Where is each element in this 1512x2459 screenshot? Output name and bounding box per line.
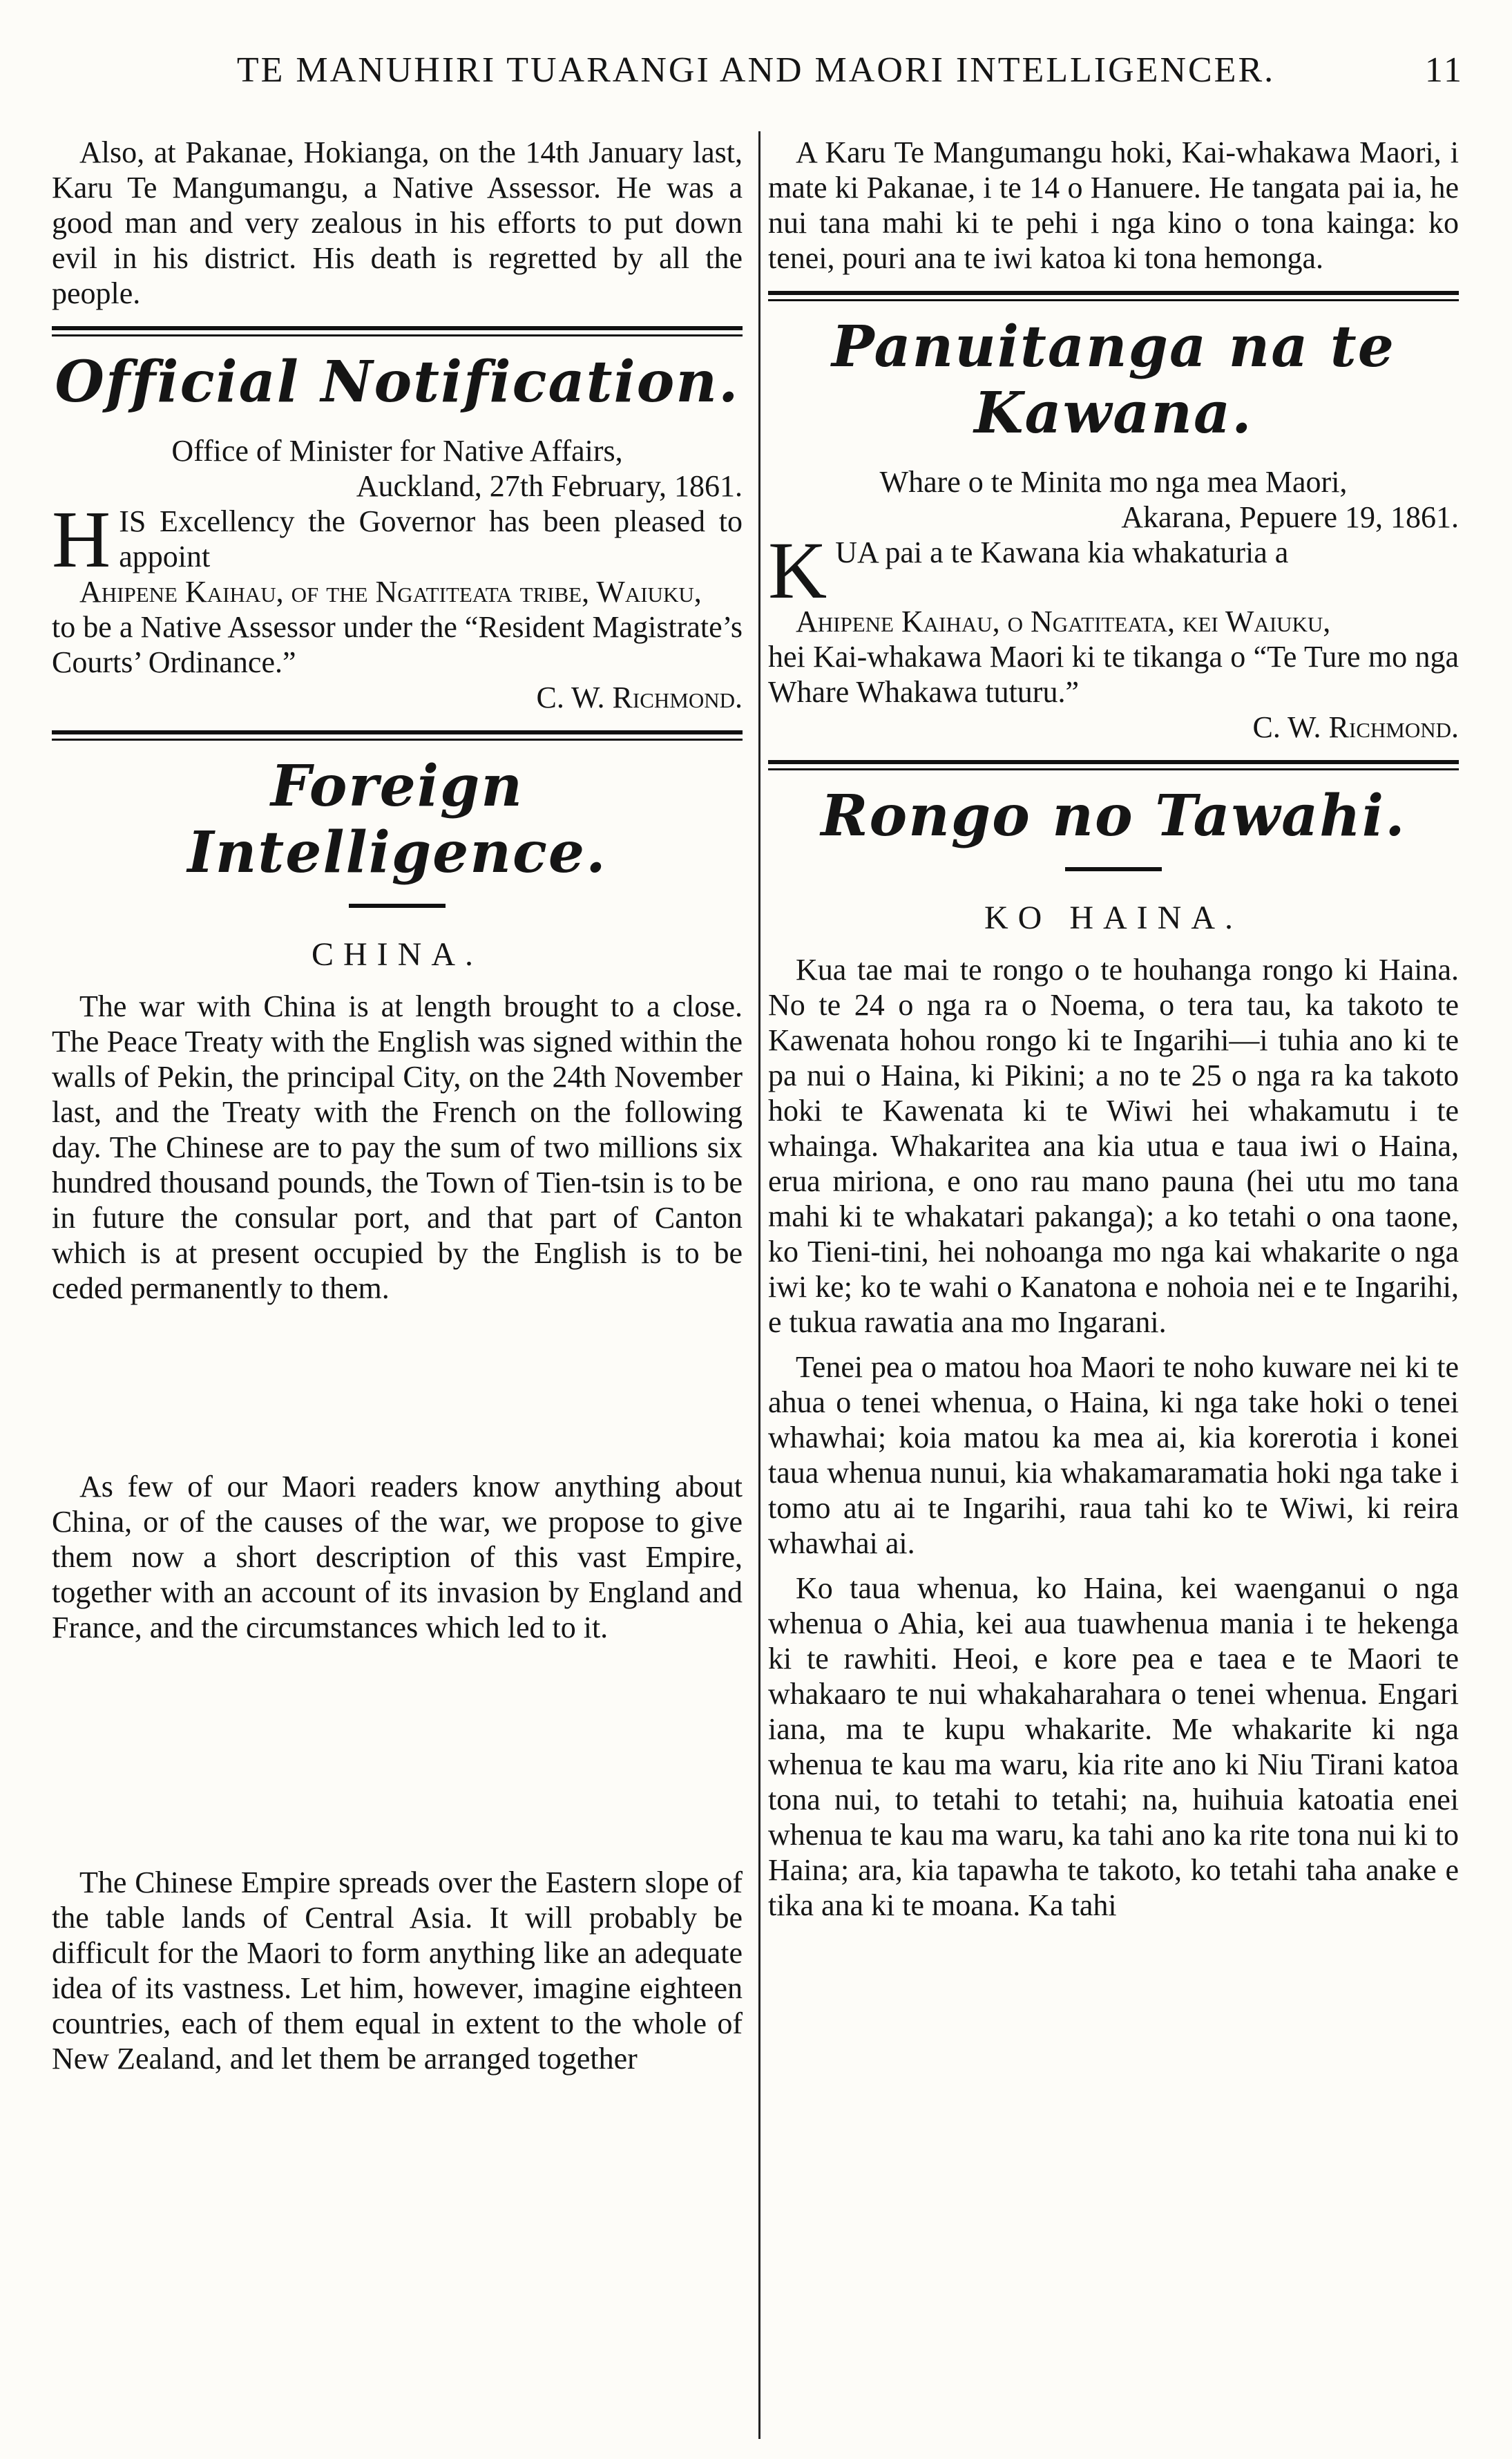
foreign-intelligence-title: Foreign Intelligence. xyxy=(187,753,607,886)
article-paragraph: The Chinese Empire spreads over the Eastern slope of the table lands of Central Asia. It will probably be difficult for the Maori to form anything like an adequate idea of its vastness. Let him, however, imagine eighteen countries, each of them equal in extent to the whole of New Zealand, and let them be arranged together xyxy=(52,1865,743,2076)
notice-text: UA pai a te Kawana kia whakaturia a xyxy=(835,535,1289,569)
section-rule xyxy=(52,326,743,336)
notice-body xyxy=(52,494,743,585)
notice-text: IS Excellency the Governor has been pleased to appoint xyxy=(119,504,743,573)
short-divider xyxy=(349,904,446,908)
notice-date: Akarana, Pepuere 19, 1861. xyxy=(1121,500,1459,534)
obituary-paragraph: Also, at Pakanae, Hokianga, on the 14th January last, Karu Te Mangumangu, a Native Assessor. He was a good man and very zealous in his efforts to put down evil in his district. His death is regretted by all the people. xyxy=(52,135,743,310)
appointee-line: Ahipene Kaihau, o Ngatiteata, kei Waiuku, xyxy=(796,605,1331,638)
column-divider xyxy=(758,131,760,2439)
maori-column xyxy=(768,135,1459,1923)
drop-cap: H xyxy=(52,494,111,585)
article-paragraph: The war with China is at length brought to a close. The Peace Treaty with the English was signed within the walls of Pekin, the principal City, on the 24th November last, and the Treaty with the French on the following day. The Chinese are to pay the sum of two millions six hundred thousand pounds, the Town of Tien-tsin is to be in future the consular port, and that part of Canton which is at present occupied by the English is to be ceded permanently to them. xyxy=(52,989,743,1305)
page-number: 11 xyxy=(1424,50,1464,90)
china-heading: CHINA. xyxy=(312,936,483,973)
notice-date: Auckland, 27th February, 1861. xyxy=(356,469,743,503)
article-paragraph: Kua tae mai te rongo o te houhanga rongo ki Haina. No te 24 o nga ra o Noema, o tera tau, ka takoto te Kawenata hohou rongo ki te Ingarihi—i tuhia ano ki te pa nui o Haina, ki Pikini; a no te 25 o nga ra ka takoto hoki te Kawenata ki te Wiwi hei whakamutu i te whainga. Whakaritea ana kia utua e taua iwi o Haina, erua miriona, e ono rau mano pauna (hei utu mo tana mahi ki te whakatari pakanga); a ko tetahi o ona taone, ko Tieni-tini, hei nohoanga mo nga kai whakarite o nga iwi ke; ko te wahi o Kanatona e nohoia nei e te Ingarihi, e tukua rawatia ana mo Ingarani. xyxy=(768,953,1459,1339)
notice-ordinance: to be a Native Assessor under the “Resident Magistrate’s Courts’ Ordinance.” xyxy=(52,610,743,679)
obituary-paragraph: A Karu Te Mangumangu hoki, Kai-whakawa Maori, i mate ki Pakanae, i te 14 o Hanuere. He tangata pai ia, he nui tana mahi ki te pehi i nga kino o tona kainga: ko tenei, pouri ana te iwi katoa ki tona hemonga. xyxy=(768,135,1459,275)
section-rule xyxy=(768,291,1459,301)
drop-cap: K xyxy=(768,525,827,616)
notice-ordinance: hei Kai-whakawa Maori ki te tikanga o “Te Ture mo nga Whare Whakawa tuturu.” xyxy=(768,640,1459,709)
section-rule xyxy=(52,730,743,741)
notice-office: Office of Minister for Native Affairs, xyxy=(171,434,623,468)
china-heading: KO HAINA. xyxy=(984,900,1243,936)
masthead-title: TE MANUHIRI TUARANGI AND MAORI INTELLIGENCER. xyxy=(236,50,1276,90)
article-paragraph: Tenei pea o matou hoa Maori te noho kuware nei ki te ahua o tenei whenua, o Haina, ki nga take hoki o tenei whawhai; koia matou ka mea ai, kia korerotia i konei taua whenua nunui, kia whakamaramatia hoki nga take i tomo atu ai te Ingarihi, raua tahi ko te Wiwi, ki reira whawhai ai. xyxy=(768,1350,1459,1560)
english-column xyxy=(52,135,743,2076)
foreign-intelligence-title: Rongo no Tawahi. xyxy=(821,783,1406,849)
article-paragraph: As few of our Maori readers know anything about China, or of the causes of the war, we propose to give them now a short description of this vast Empire, together with an account of its invasion by England and France, and the circumstances which led to it. xyxy=(52,1470,743,1644)
official-notification-title: Official Notification. xyxy=(55,349,740,415)
signature: C. W. Richmond. xyxy=(1252,710,1459,744)
short-divider xyxy=(1065,867,1162,871)
notice-office: Whare o te Minita mo nga mea Maori, xyxy=(879,465,1348,499)
signature: C. W. Richmond. xyxy=(536,681,743,714)
notice-body xyxy=(768,525,1459,616)
appointee-line: Ahipene Kaihau, of the Ngatiteata tribe, Waiuku, xyxy=(79,575,702,609)
page-header xyxy=(48,50,1464,105)
official-notification-title: Panuitanga na te Kawana. xyxy=(832,314,1395,446)
article-paragraph: Ko taua whenua, ko Haina, kei waenganui o nga whenua o Ahia, kei aua tuawhenua mania i te hekenga ki te rawhiti. Heoi, e kore pea e taea e te Maori te whakaaro te nui whakaharahara o tenei whenua. Engari iana, ma te kupu whakarite. Me whakarite ki nga whenua te kau ma waru, kia rite ano ki Niu Tirani katoa tona nui, to tetahi to tetahi; na, huihuia katoatia enei whenua te kau ma waru, ka tahi ano ka rite tona nui ki to Haina; ara, kia tapawha te takoto, ko tetahi taha anake e tika ana ki te moana. Ka tahi xyxy=(768,1571,1459,1922)
section-rule xyxy=(768,760,1459,770)
